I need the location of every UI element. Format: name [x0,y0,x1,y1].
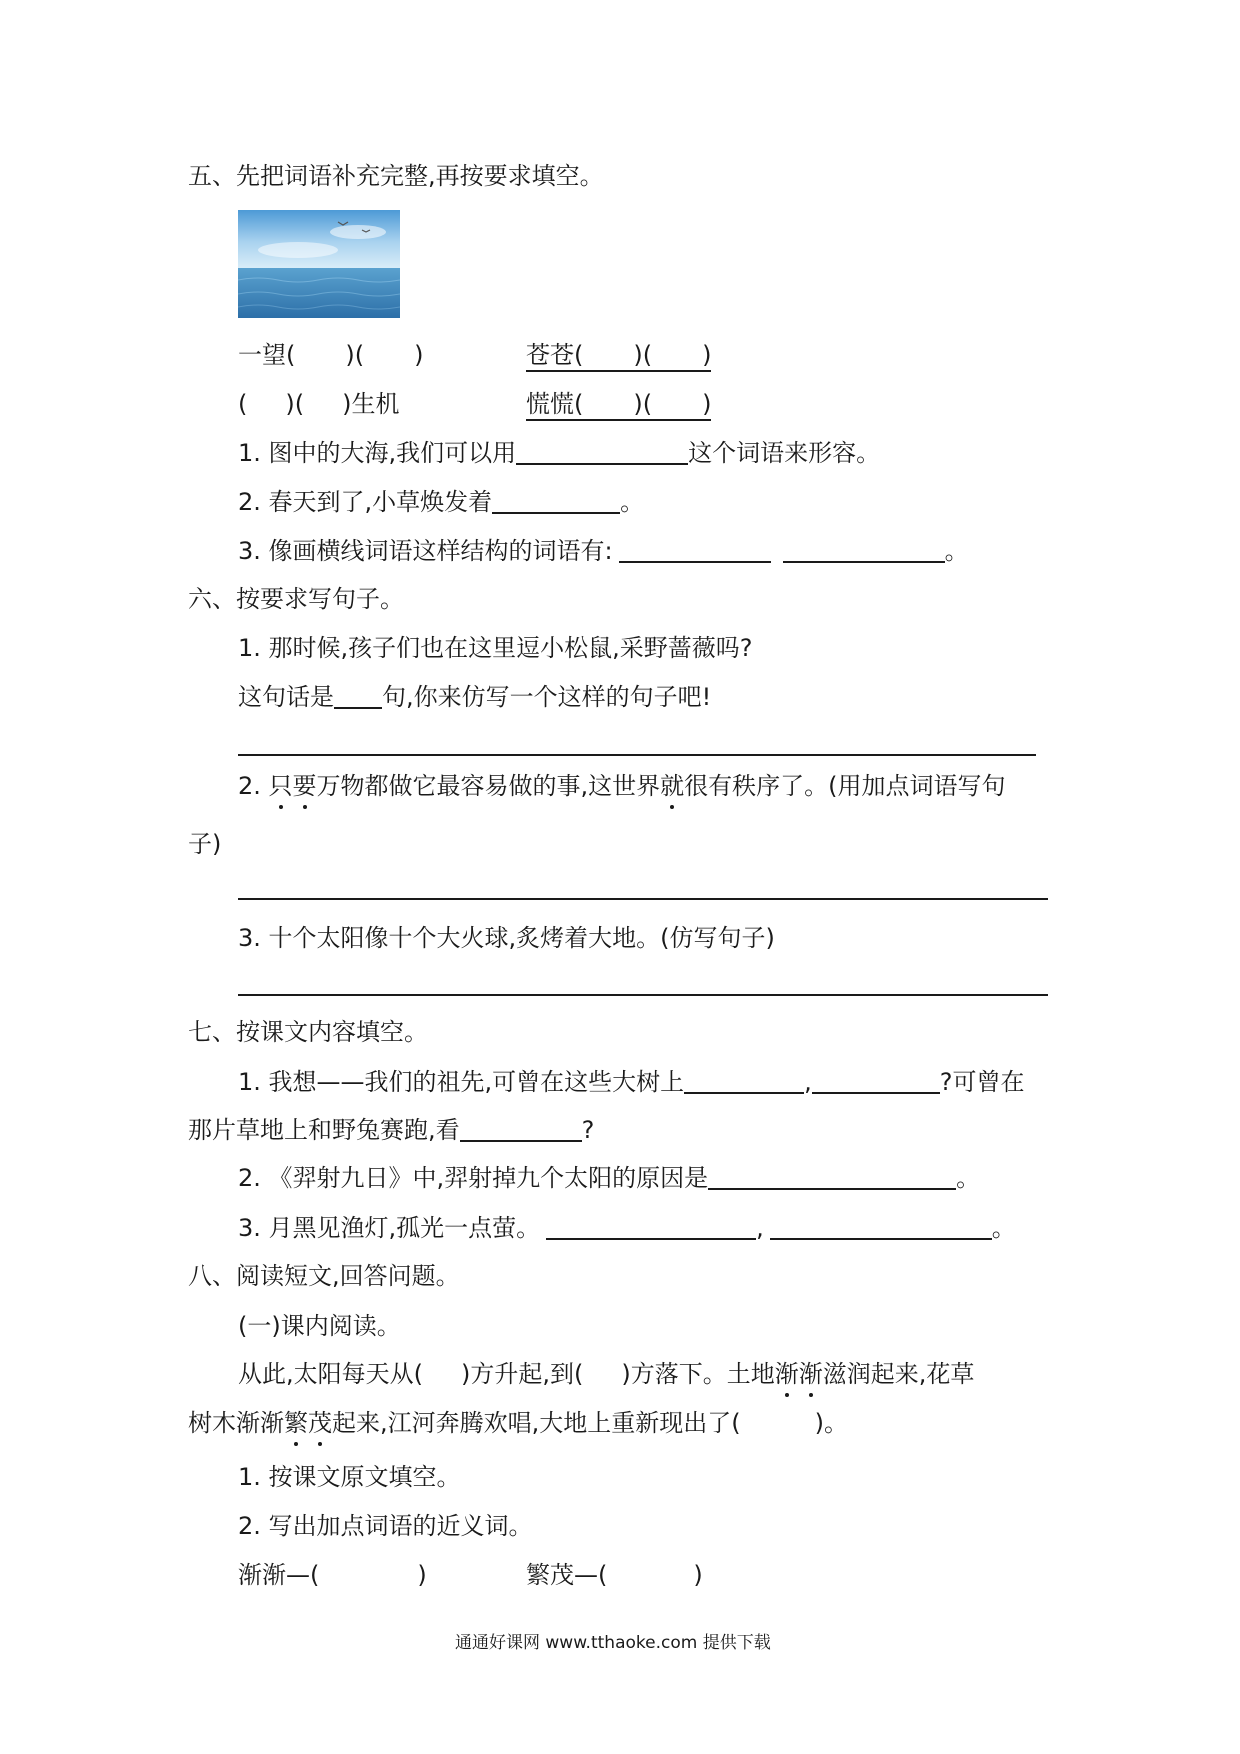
answer-line[interactable] [238,754,1036,756]
section-5-title: 五、先把词语补充完整,再按要求填空。 [188,162,604,190]
answer-blank[interactable] [783,535,945,563]
s8-question-1: 1. 按课文原文填空。 [238,1463,461,1491]
dotted-char: 要 [292,772,317,800]
s6-question-1: 1. 那时候,孩子们也在这里逗小松鼠,采野蔷薇吗? [238,634,753,662]
dotted-char: 茂 [308,1409,332,1437]
dotted-char: 渐 [774,1360,799,1388]
answer-blank[interactable] [516,437,688,465]
s6-question-1-prompt: 这句话是 句,你来仿写一个这样的句子吧! [238,683,712,711]
synonym-answer-1: 渐渐—( ) [238,1561,427,1589]
reading-subtitle: (一)课内阅读。 [238,1312,401,1340]
dotted-char: 繁 [284,1409,308,1437]
answer-blank[interactable] [619,535,771,563]
s8-question-2: 2. 写出加点词语的近义词。 [238,1512,533,1540]
answer-blank[interactable] [708,1162,956,1190]
answer-line[interactable] [238,994,1048,996]
answer-blank[interactable] [460,1114,582,1142]
s5-question-3: 3. 像画横线词语这样结构的词语有: 。 [238,537,969,565]
idiom-cangcang: 苍苍( )( ) [526,339,711,371]
answer-line[interactable] [238,898,1048,900]
section-8-title: 八、阅读短文,回答问题。 [188,1262,460,1290]
s6-question-2: 2. 只要万物都做它最容易做的事,这世界就很有秩序了。(用加点词语写句 [238,772,1006,800]
s5-question-1: 1. 图中的大海,我们可以用 这个词语来形容。 [238,439,881,467]
s6-question-2-cont: 子) [188,830,222,858]
passage-line-1: 从此,太阳每天从( )方升起,到( )方落下。土地渐渐滋润起来,花草 [238,1360,975,1388]
footer-credit: 通通好课网 www.tthaoke.com 提供下载 [455,1633,771,1653]
answer-blank[interactable] [684,1066,804,1094]
dotted-char: 渐 [798,1360,823,1388]
s6-question-3: 3. 十个太阳像十个大火球,炙烤着大地。(仿写句子) [238,924,775,952]
passage-line-2: 树木渐渐繁茂起来,江河奔腾欢唱,大地上重新现出了( )。 [188,1409,848,1437]
idiom-huanghuang: 慌慌( )( ) [526,388,711,420]
dotted-char: 就 [660,772,685,800]
section-7-title: 七、按课文内容填空。 [188,1018,428,1046]
s5-question-2: 2. 春天到了,小草焕发着 。 [238,488,645,516]
answer-blank[interactable] [492,486,620,514]
answer-blank[interactable] [770,1212,992,1240]
idiom-shengji: ( )( )生机 [238,390,400,418]
dotted-char: 只 [268,772,293,800]
s7-question-2: 2. 《羿射九日》中,羿射掉九个太阳的原因是 。 [238,1164,981,1192]
section-6-title: 六、按要求写句子。 [188,585,404,613]
s7-question-1: 1. 我想——我们的祖先,可曾在这些大树上 , ?可曾在 [238,1068,1025,1096]
synonym-answer-2: 繁茂—( ) [526,1561,703,1589]
s7-question-3: 3. 月黑见渔灯,孤光一点萤。 , 。 [238,1214,1016,1242]
answer-blank[interactable] [546,1212,756,1240]
answer-blank[interactable] [812,1066,940,1094]
answer-blank[interactable] [334,681,382,709]
sea-photo [238,210,400,318]
idiom-yiwang: 一望( )( ) [238,341,424,369]
s7-question-1-cont: 那片草地上和野兔赛跑,看 ? [188,1116,595,1144]
